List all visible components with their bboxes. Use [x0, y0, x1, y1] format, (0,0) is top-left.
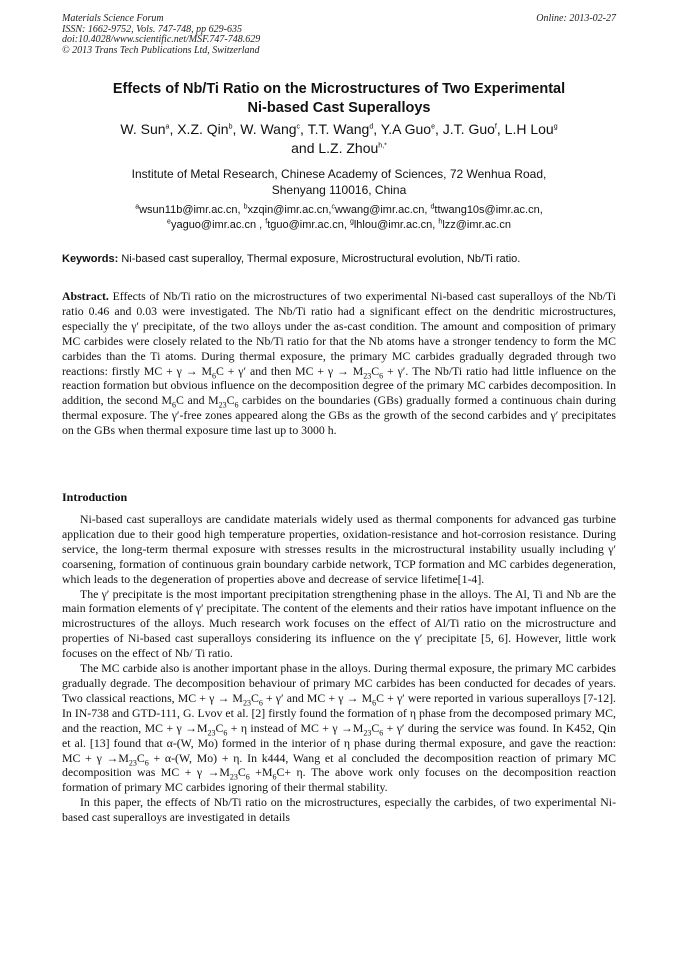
paragraph-text: C — [250, 690, 259, 705]
subscript: 23 — [363, 728, 372, 738]
author-mark: d — [369, 123, 374, 131]
abstract-text: carbides on the boundaries (GBs) gradually formed a continuous chain during thermal exposure. The γ′-free zones appeared along the GBs as the growth of the second carbides and γ′ precipitates on the GBs when thermal exposure time last up to 3000 h. — [62, 393, 616, 438]
paragraph: In this paper, the effects of Nb/Ti ratio on the microstructures, especially the carbides, of two experimental Ni-based cast superalloys are investigated in details — [62, 795, 616, 825]
author-name: T.T. Wang — [307, 121, 370, 137]
paragraph-text: The MC carbide also is another important phase in the alloys. During thermal exposure, the primary MC carbides gradually degrade. The decomposition behaviour of primary MC carbides has been conducted for decades of years. Two classical reactions, MC + γ → M — [62, 661, 616, 705]
paper-title — [62, 80, 616, 118]
author-mark: e — [431, 123, 435, 131]
email-address[interactable]: lzz@imr.ac.cn — [442, 218, 511, 231]
author-name: L.Z. Zhou — [318, 140, 379, 156]
subscript: 23 — [229, 772, 238, 782]
paragraph-text: C+ η. The above work only focuses on the decomposition reaction formation of primary MC carbides ignoring of their thermal stability. — [62, 765, 617, 795]
author-mark: g — [553, 123, 558, 131]
paragraph-text: C + γ′ were reported in various superalloys [7-12]. In IN-738 and GTD-111, G. Lvov et al. [2] firstly found the formation of η phase from the decomposed primary MC, and the reaction, MC + γ →M — [62, 690, 616, 735]
abstract-text: C — [371, 363, 380, 378]
keywords-text: Ni-based cast superalloy, Thermal exposure, Microstructural evolution, Nb/Ti ratio. — [121, 253, 521, 265]
email-address[interactable]: wsun11b@imr.ac.cn, — [139, 204, 241, 216]
abstract-label: Abstract. — [62, 289, 109, 303]
doi-line[interactable]: doi:10.4028/www.scientific.net/MSF.747-748.629 — [62, 34, 261, 46]
abstract-text: C — [226, 393, 235, 408]
subscript: 23 — [207, 728, 216, 738]
paragraph-text: C — [215, 720, 224, 735]
email-mark: e — [167, 217, 171, 225]
author-name: J.T. Guo — [442, 121, 495, 137]
journal-name: Materials Science Forum — [62, 13, 164, 24]
paragraph-text: C — [237, 765, 246, 780]
publication-info — [62, 14, 260, 56]
paragraph-text: + γ′ during the service was found. In K452, Qin et al. [13] found that α-(W, Mo) formed in the interior of η phase during thermal exposure, and gave the reaction: MC + γ →M — [62, 720, 617, 765]
affiliation-line-2: Shenyang 110016, China — [271, 183, 407, 197]
paragraph — [62, 661, 616, 795]
subscript: 6 — [372, 698, 377, 708]
title-line-1: Effects of Nb/Ti Ratio on the Microstructures of Two Experimental — [112, 81, 566, 97]
paragraph-text: C — [371, 720, 380, 735]
email-mark: a — [135, 203, 140, 211]
email-mark: f — [265, 217, 268, 225]
subscript: 6 — [211, 370, 216, 380]
email-list — [62, 203, 616, 232]
email-mark: b — [243, 203, 248, 211]
author-mark: b — [228, 123, 233, 131]
keywords — [62, 252, 616, 266]
author-name: Y.A Guo — [380, 121, 432, 137]
subscript: 6 — [223, 728, 228, 738]
abstract-text: C and M — [176, 393, 219, 408]
author-mark: c — [296, 123, 301, 131]
email-mark: h — [438, 217, 443, 225]
paragraph-text: C — [136, 750, 145, 765]
section-heading-introduction: Introduction — [62, 490, 128, 504]
paragraph-text: + α-(W, Mo) + η. In k444, Wang et al concluded the decomposition reaction of primary MC decomposition was MC + γ →M — [62, 750, 616, 780]
email-address[interactable]: xzqin@imr.ac.cn, — [247, 204, 332, 216]
paragraph-text: + γ′ and MC + γ → M — [262, 690, 373, 705]
email-mark: c — [331, 203, 335, 211]
author-mark: a — [165, 123, 170, 131]
issn-line: ISSN: 1662-9752, Vols. 747-748, pp 629-635 — [62, 23, 242, 35]
abstract — [62, 289, 616, 438]
author-mark: h,* — [378, 142, 387, 150]
paragraph: The γ′ precipitate is the most important precipitation strengthening phase in the alloys. The Al, Ti and Nb are the main formation elements of γ′ precipitate. The content of the elements and their ratios have impotant influence on the microstructures of the alloys. Much research work focuses on the effect of Al/Ti ratio on the microstructure and properties of Ni-based cast superalloys considering its influence on the γ′ precipitate [5, 6]. However, little work focuses on the effect of Nb/ Ti ratio. — [62, 586, 616, 661]
subscript: 6 — [258, 698, 263, 708]
author-name: W. Sun — [120, 121, 166, 137]
subscript: 6 — [172, 400, 177, 410]
email-mark: d — [430, 203, 435, 211]
email-address[interactable]: lhlou@imr.ac.cn, — [353, 218, 436, 231]
keywords-label: Keywords: — [62, 253, 119, 265]
online-date: Online: 2013-02-27 — [536, 13, 616, 24]
subscript: 23 — [218, 400, 227, 410]
introduction-body — [62, 512, 616, 825]
subscript: 23 — [242, 698, 251, 708]
email-address[interactable]: tguo@imr.ac.cn, — [267, 218, 347, 231]
affiliation-line-1: Institute of Metal Research, Chinese Academy of Sciences, 72 Wenhua Road, — [131, 167, 547, 181]
paragraph-text: +M — [249, 765, 273, 780]
subscript: 6 — [379, 370, 384, 380]
subscript: 6 — [272, 772, 277, 782]
subscript: 23 — [128, 757, 137, 767]
copyright-line: © 2013 Trans Tech Publications Ltd, Switzerland — [62, 44, 260, 56]
subscript: 6 — [245, 772, 250, 782]
email-mark: g — [349, 217, 354, 225]
author-name: X.Z. Qin — [177, 121, 229, 137]
email-address[interactable]: ttwang10s@imr.ac.cn, — [434, 204, 543, 216]
author-list: W. Sun$^a$, X.Z. Qin$^b$, W. Wang$^c$, T.T. Wang$^d$, Y.A Guo$^e$, J.T. Guo$^f$, L.H Lou$^g$ and L.Z. Zhou$^{h,*}$ — [120, 121, 558, 156]
subscript: 6 — [144, 757, 149, 767]
paragraph-text: + η instead of MC + γ →M — [227, 720, 364, 735]
subscript: 23 — [363, 370, 372, 380]
abstract-text: + γ′. The Nb/Ti ratio had little influence on the reaction formation but obvious influence on the decomposition degree of the primary MC carbides decomposition. In addition, the second M — [62, 363, 616, 408]
author-name: L.H Lou — [504, 121, 554, 137]
subscript: 6 — [234, 400, 239, 410]
abstract-text: C + γ′ and then MC + γ → M — [215, 363, 364, 378]
title-line-2: Ni-based Cast Superalloys — [247, 100, 431, 116]
author-mark: f — [494, 123, 497, 131]
subscript: 6 — [379, 728, 384, 738]
author-name: W. Wang — [240, 121, 297, 137]
paragraph: Ni-based cast superalloys are candidate materials widely used as thermal components for advanced gas turbine application due to their good high temperature properties, oxidation-resistance and hot-corrosion resistance. During service, the long-term thermal exposure with stresses results in the microstructural instability usually including γ′ coarsening, formation of continuous grain boundary carbide network, TCP formation and MC carbides degeneration, which leads to the degeneration of properties above and decrease of service lifetime[1-4]. — [62, 512, 616, 586]
email-address[interactable]: wwang@imr.ac.cn, — [334, 204, 428, 216]
email-address[interactable]: yaguo@imr.ac.cn , — [170, 218, 263, 231]
affiliation — [62, 166, 616, 198]
running-header — [62, 14, 616, 56]
abstract-text: Effects of Nb/Ti ratio on the microstructures of two experimental Ni-based cast superalloys of the Nb/Ti ratio 0.46 and 0.03 were investigated. The Nb/Ti ratio had a significant effect on the dendritic microstructures, especially the γ′ precipitate, of the two alloys under the as-cast condition. The amount and composition of primary MC carbides were closely related to the Nb/Ti ratio for that the Nb atoms have a stronger tendency to form the MC carbides than the Ti atoms. During thermal exposure, the primary MC carbides gradually degraded through two reactions: firstly MC + γ → M — [62, 289, 617, 378]
